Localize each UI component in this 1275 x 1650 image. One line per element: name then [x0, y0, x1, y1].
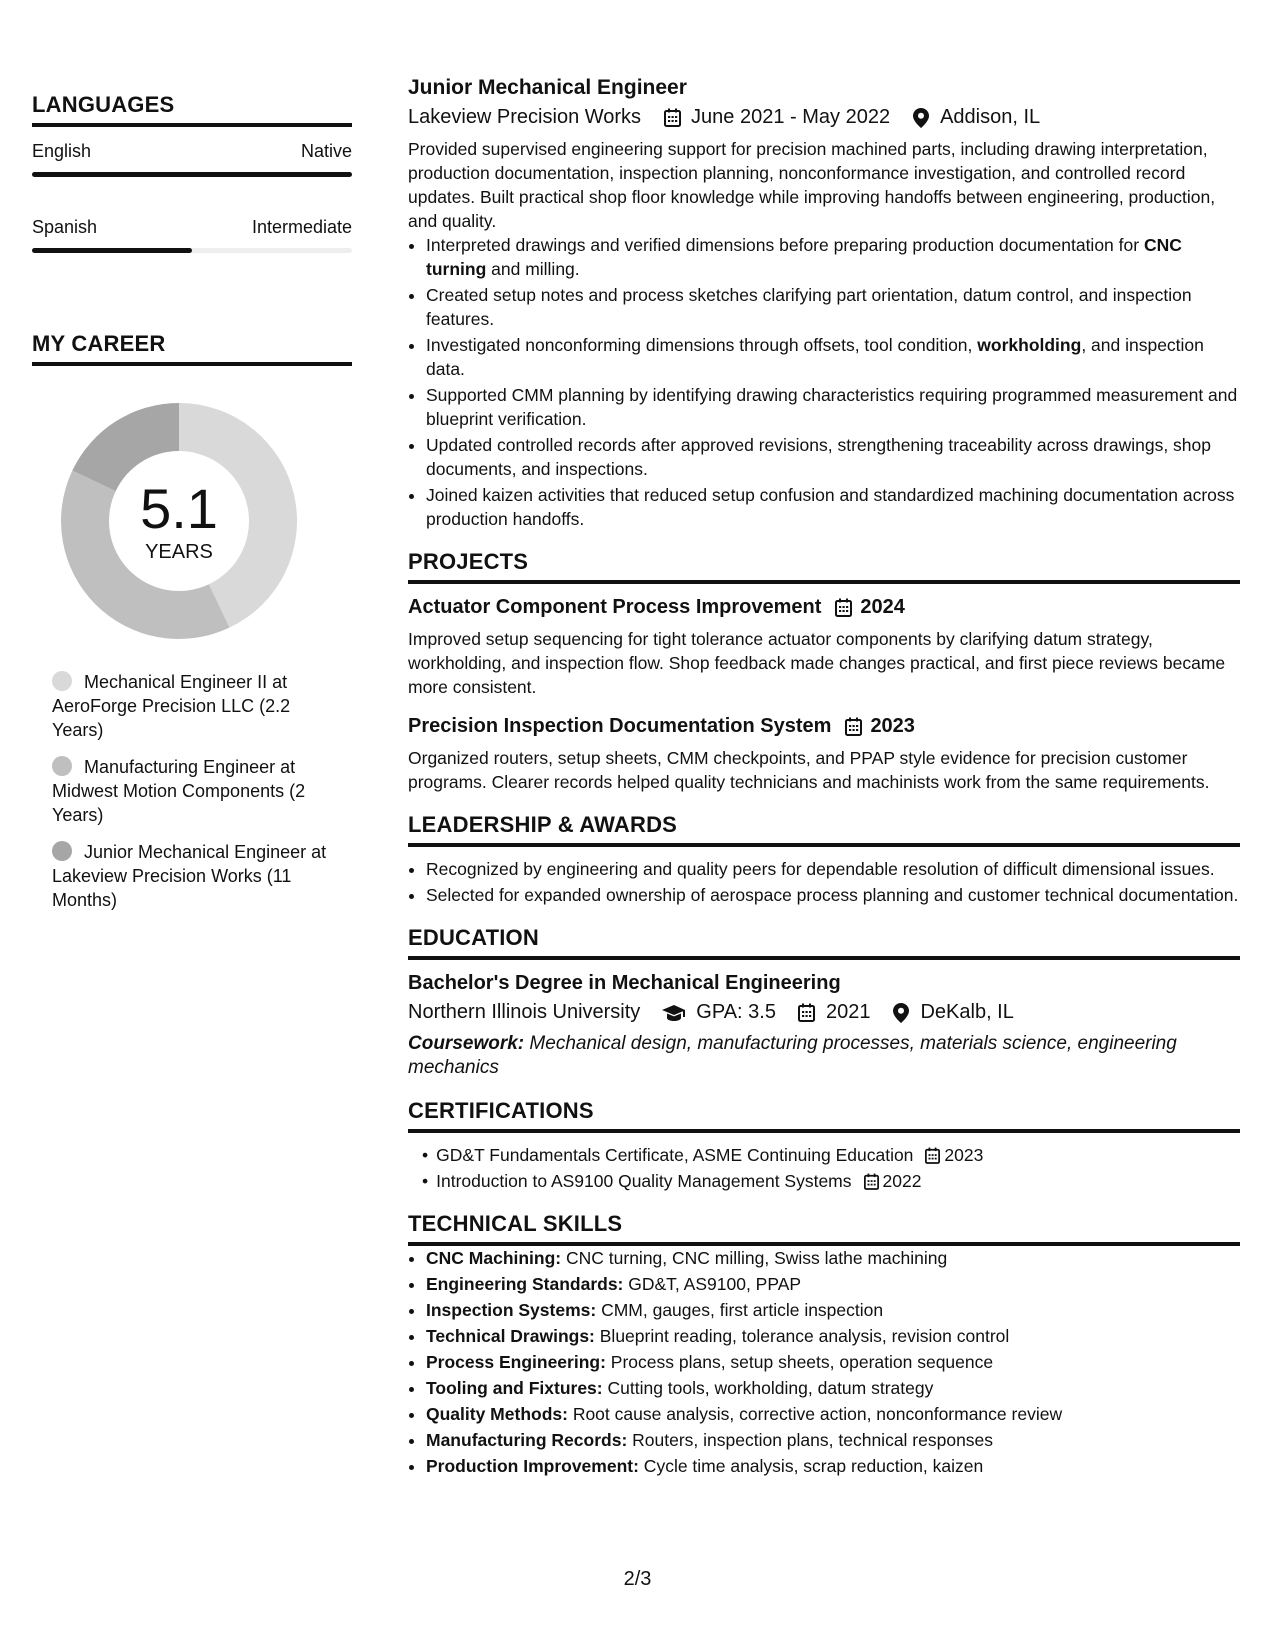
- language-proficiency-bar: [32, 172, 352, 177]
- list-item: • Introduction to AS9100 Quality Management Systems 2022: [422, 1171, 922, 1191]
- project-title-row: [408, 596, 1240, 619]
- project-description: Organized routers, setup sheets, CMM checkpoints, and PPAP style evidence for precision customer programs. Clearer records helped quality technicians and machinists work from the same requirements.: [408, 748, 1210, 792]
- leadership-section: [408, 812, 1240, 907]
- language-spanish: [32, 217, 352, 253]
- list-item: • Selected for expanded ownership of aerospace process planning and customer technical documentation.: [426, 883, 1240, 907]
- project-description: Improved setup sequencing for tight tolerance actuator components by clarifying datum strategy, workholding, and inspection flow. Shop feedback made changes practical, and first piece reviews became more consistent.: [408, 629, 1226, 697]
- left-column: [32, 92, 352, 925]
- language-english: [32, 141, 352, 177]
- leadership-list: [408, 857, 1240, 907]
- list-item: • Quality Methods: Root cause analysis, corrective action, nonconformance review: [426, 1402, 1240, 1426]
- career-heading: MY CAREER: [32, 331, 352, 366]
- language-level: Native: [300, 141, 352, 161]
- list-item: • Engineering Standards: GD&T, AS9100, PPAP: [426, 1272, 1240, 1296]
- education-heading: EDUCATION: [408, 925, 1240, 960]
- languages-heading: LANGUAGES: [32, 92, 352, 127]
- legend-label: Manufacturing Engineer at Midwest Motion Components (2 Years): [52, 757, 306, 825]
- career-legend-item: [52, 670, 332, 742]
- career-total-unit: YEARS: [145, 540, 213, 563]
- legend-dot-icon: [52, 671, 72, 691]
- calendar-icon: [835, 598, 852, 617]
- language-proficiency-bar: [32, 248, 352, 253]
- list-item: • Technical Drawings: Blueprint reading, tolerance analysis, revision control: [426, 1324, 1240, 1348]
- list-item: • Recognized by engineering and quality peers for dependable resolution of difficult dimensional issues.: [426, 857, 1240, 881]
- skills-list: [408, 1246, 1240, 1478]
- certifications-list: [408, 1143, 1240, 1193]
- job-location: Addison, IL: [940, 106, 1041, 128]
- job-summary: Provided supervised engineering support for precision machined parts, including drawing interpretation, production documentation, inspection planning, nonconformance investigation, and controlled record updates. Built practical shop floor knowledge while improving handoffs between engineering, production, and quality.: [408, 139, 1216, 231]
- job-company: Lakeview Precision Works: [408, 106, 642, 128]
- education-meta: [408, 1001, 1240, 1024]
- job-dates: June 2021 - May 2022: [691, 106, 891, 128]
- project-year: 2024: [860, 596, 905, 618]
- list-item: • CNC Machining: CNC turning, CNC milling, Swiss lathe machining: [426, 1246, 1240, 1270]
- school-location: DeKalb, IL: [920, 1001, 1014, 1023]
- language-name: Spanish: [32, 217, 98, 237]
- language-name: English: [32, 141, 92, 161]
- career-total-years: 5.1: [140, 476, 218, 540]
- calendar-icon: [864, 1173, 879, 1190]
- graduation-year: 2021: [825, 1001, 871, 1023]
- language-proficiency-fill: [32, 172, 352, 177]
- list-item: • Created setup notes and process sketches clarifying part orientation, datum control, and inspection features.: [426, 283, 1240, 331]
- certifications-section: [408, 1098, 1240, 1193]
- school-name: Northern Illinois University: [408, 1001, 641, 1023]
- location-pin-icon: [912, 108, 930, 128]
- gpa: GPA: 3.5: [696, 1001, 776, 1023]
- list-item: • Investigated nonconforming dimensions through offsets, tool condition, workholding, and inspection data.: [426, 333, 1240, 381]
- legend-label: Junior Mechanical Engineer at Lakeview Precision Works (11 Months): [52, 842, 327, 910]
- list-item: • Tooling and Fixtures: Cutting tools, workholding, datum strategy: [426, 1376, 1240, 1400]
- job-meta: [408, 106, 1240, 129]
- legend-dot-icon: [52, 756, 72, 776]
- graduation-cap-icon: [662, 1003, 686, 1023]
- skills-heading: TECHNICAL SKILLS: [408, 1211, 1240, 1246]
- career-legend-item: [52, 755, 332, 827]
- list-item: • Supported CMM planning by identifying drawing characteristics requiring programmed measurement and blueprint verification.: [426, 383, 1240, 431]
- leadership-heading: LEADERSHIP & AWARDS: [408, 812, 1240, 847]
- project-title-row: [408, 715, 1240, 738]
- coursework: Coursework: Mechanical design, manufacturing processes, materials science, engineering mechanics: [408, 1033, 1177, 1078]
- project-title: Actuator Component Process Improvement: [408, 596, 822, 618]
- calendar-icon: [798, 1003, 816, 1023]
- education-section: [408, 925, 1240, 1080]
- projects-heading: PROJECTS: [408, 549, 1240, 584]
- list-item: • Process Engineering: Process plans, setup sheets, operation sequence: [426, 1350, 1240, 1374]
- project-year: 2023: [870, 715, 915, 737]
- language-proficiency-fill: [32, 248, 192, 253]
- job-bullets: [408, 233, 1240, 531]
- legend-dot-icon: [52, 841, 72, 861]
- job-title: Junior Mechanical Engineer: [408, 76, 687, 99]
- page-number: 2/3: [623, 1568, 652, 1590]
- legend-label: Mechanical Engineer II at AeroForge Precision LLC (2.2 Years): [52, 672, 291, 740]
- right-column: [408, 76, 1240, 1480]
- career-legend: [52, 670, 332, 912]
- degree-title: Bachelor's Degree in Mechanical Engineering: [408, 972, 841, 994]
- career-legend-item: [52, 840, 332, 912]
- skills-section: [408, 1211, 1240, 1478]
- list-item: • Inspection Systems: CMM, gauges, first article inspection: [426, 1298, 1240, 1322]
- list-item: • GD&T Fundamentals Certificate, ASME Continuing Education 2023: [422, 1145, 984, 1165]
- list-item: • Joined kaizen activities that reduced setup confusion and standardized machining documentation across production handoffs.: [426, 483, 1240, 531]
- certifications-heading: CERTIFICATIONS: [408, 1098, 1240, 1133]
- list-item: • Production Improvement: Cycle time analysis, scrap reduction, kaizen: [426, 1454, 1240, 1478]
- location-pin-icon: [892, 1003, 910, 1023]
- calendar-icon: [845, 717, 862, 736]
- projects-section: [408, 549, 1240, 794]
- list-item: • Updated controlled records after approved revisions, strengthening traceability across drawings, shop documents, and inspections.: [426, 433, 1240, 481]
- calendar-icon: [663, 108, 681, 128]
- list-item: • Manufacturing Records: Routers, inspection plans, technical responses: [426, 1428, 1240, 1452]
- project-title: Precision Inspection Documentation System: [408, 715, 832, 737]
- list-item: • Interpreted drawings and verified dimensions before preparing production documentation for CNC turning and milling.: [426, 233, 1240, 281]
- calendar-icon: [925, 1147, 940, 1164]
- language-level: Intermediate: [251, 217, 352, 237]
- career-donut-chart: [56, 398, 302, 644]
